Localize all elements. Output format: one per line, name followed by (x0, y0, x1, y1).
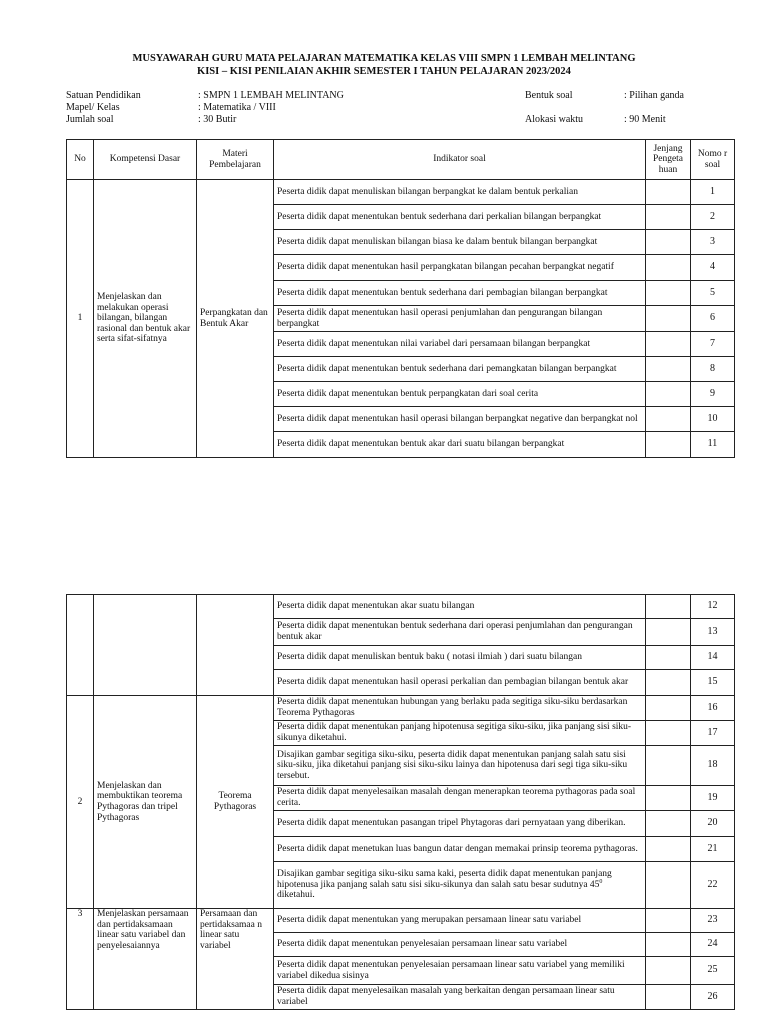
nomor-soal: 9 (691, 382, 735, 407)
indikator-text-main: Disajikan gambar segitiga siku-siku sama kaki, peserta didik dapat menentukan panjang hipotenusa jika panjang salah satu sisi siku-sikunya dan salah satu besar sudutnya 45 (277, 869, 612, 890)
jenjang-cell (646, 306, 691, 332)
indikator-text: Peserta didik dapat menentukan yang merupakan persamaan linear satu variabel (274, 909, 646, 933)
jenjang-cell (646, 619, 691, 646)
jenjang-cell (646, 230, 691, 255)
indikator-text: Peserta didik dapat menetukan luas bangun datar dengan memakai prinsip teorema pythagoras. (274, 837, 646, 862)
nomor-soal: 3 (691, 230, 735, 255)
kd-text: Menjelaskan dan membuktikan teorema Pythagoras dan tripel Pythagoras (94, 696, 197, 909)
indikator-text: Disajikan gambar segitiga siku-siku, peserta didik dapat menentukan panjang salah satu sisi siku-siku, jika diketahui panjang sisi siku-siku lainya dan hipotenusa dari segi tiga siku-siku tersebut. (274, 746, 646, 786)
col-header-indikator: Indikator soal (274, 140, 646, 180)
indikator-text: Peserta didik dapat menyelesaikan masalah yang berkaitan dengan persamaan linear satu variabel (274, 985, 646, 1010)
col-header-materi: Materi Pembelajaran (197, 140, 274, 180)
alokasi-label: Alokasi waktu (525, 114, 584, 125)
jenjang-cell (646, 746, 691, 786)
jenjang-cell (646, 985, 691, 1010)
jenjang-cell (646, 909, 691, 933)
indikator-text: Peserta didik dapat menentukan akar suatu bilangan (274, 595, 646, 619)
nomor-soal: 1 (691, 180, 735, 205)
indikator-text: Peserta didik dapat menentukan hasil operasi bilangan berpangkat negative dan berpangkat nol (274, 407, 646, 432)
indikator-text-tail: diketahui. (277, 890, 315, 901)
jenjang-cell (646, 786, 691, 811)
nomor-soal: 6 (691, 306, 735, 332)
indikator-text: Peserta didik dapat menentukan penyelesaian persamaan linear satu variabel yang memiliki variabel dikedua sisinya (274, 957, 646, 985)
nomor-soal: 8 (691, 357, 735, 382)
mapel-label: Mapel/ Kelas (66, 102, 120, 113)
nomor-soal: 12 (691, 595, 735, 619)
indikator-text: Peserta didik dapat menentukan bentuk sederhana dari pemangkatan bilangan berpangkat (274, 357, 646, 382)
materi-text-empty (197, 595, 274, 696)
col-header-jenjang: Jenjang Pengeta huan (646, 140, 691, 180)
jenjang-cell (646, 837, 691, 862)
alokasi-value: : 90 Menit (624, 114, 666, 125)
nomor-soal: 18 (691, 746, 735, 786)
indikator-text: Peserta didik dapat menentukan bentuk akar dari suatu bilangan berpangkat (274, 432, 646, 458)
jenjang-cell (646, 811, 691, 837)
nomor-soal: 15 (691, 670, 735, 696)
jenjang-cell (646, 721, 691, 746)
nomor-soal: 24 (691, 933, 735, 957)
indikator-text: Peserta didik dapat menentukan hasil operasi penjumlahan dan pengurangan bilangan berpangkat (274, 306, 646, 332)
indikator-text: Peserta didik dapat menentukan hasil operasi perkalian dan pembagian bilangan bentuk akar (274, 670, 646, 696)
col-header-kd: Kompetensi Dasar (94, 140, 197, 180)
nomor-soal: 13 (691, 619, 735, 646)
indikator-text: Peserta didik dapat menentukan bentuk perpangkatan dari soal cerita (274, 382, 646, 407)
nomor-soal: 26 (691, 985, 735, 1010)
bentuk-label: Bentuk soal (525, 90, 573, 101)
jenjang-cell (646, 205, 691, 230)
jenjang-cell (646, 957, 691, 985)
kd-number-empty (67, 595, 94, 696)
indikator-text: Peserta didik dapat menuliskan bentuk baku ( notasi ilmiah ) dari suatu bilangan (274, 646, 646, 670)
document-title: MUSYAWARAH GURU MATA PELAJARAN MATEMATIKA KELAS VIII SMPN 1 LEMBAH MELINTANG (132, 53, 636, 64)
mapel-value: : Matematika / VIII (198, 102, 276, 113)
kd-number: 3 (67, 909, 94, 1010)
table-row (67, 595, 735, 619)
nomor-soal: 4 (691, 255, 735, 281)
jenjang-cell (646, 933, 691, 957)
indikator-text: Peserta didik dapat menentukan panjang hipotenusa segitiga siku-siku, jika panjang sisi siku-sikunya diketahui. (274, 721, 646, 746)
nomor-soal: 21 (691, 837, 735, 862)
nomor-soal: 14 (691, 646, 735, 670)
nomor-soal: 25 (691, 957, 735, 985)
indikator-text: Peserta didik dapat menentukan bentuk sederhana dari perkalian bilangan berpangkat (274, 205, 646, 230)
jenjang-cell (646, 670, 691, 696)
table-row (67, 696, 735, 721)
kd-number: 1 (67, 180, 94, 458)
indikator-text: Peserta didik dapat menuliskan bilangan berpangkat ke dalam bentuk perkalian (274, 180, 646, 205)
indikator-text: Peserta didik dapat menentukan penyelesaian persamaan linear satu variabel (274, 933, 646, 957)
kd-text: Menjelaskan dan melakukan operasi bilangan, bilangan rasional dan bentuk akar serta sifat-sifatnya (94, 180, 197, 458)
materi-text: Perpangkatan dan Bentuk Akar (197, 180, 274, 458)
indikator-text: Peserta didik dapat menentukan hasil perpangkatan bilangan pecahan berpangkat negatif (274, 255, 646, 281)
indikator-text: Peserta didik dapat menyelesaikan masalah dengan menerapkan teorema pythagoras pada soal cerita. (274, 786, 646, 811)
kd-text: Menjelaskan persamaan dan pertidaksamaan linear satu variabel dan penyelesaiannya (94, 909, 197, 1010)
jenjang-cell (646, 180, 691, 205)
jenjang-cell (646, 357, 691, 382)
indikator-text: Peserta didik dapat menentukan hubungan yang berlaku pada segitiga siku-siku berdasarkan Teorema Pythagoras (274, 696, 646, 721)
bentuk-value: : Pilihan ganda (624, 90, 684, 101)
nomor-soal: 23 (691, 909, 735, 933)
document-subtitle: KISI – KISI PENILAIAN AKHIR SEMESTER I TAHUN PELAJARAN 2023/2024 (197, 66, 571, 77)
jenjang-cell (646, 332, 691, 357)
jenjang-cell (646, 382, 691, 407)
col-header-no: No (67, 140, 94, 180)
nomor-soal: 11 (691, 432, 735, 458)
materi-text: Persamaan dan pertidaksamaa n linear satu variabel (197, 909, 274, 1010)
nomor-soal: 16 (691, 696, 735, 721)
nomor-soal: 17 (691, 721, 735, 746)
kd-text-empty (94, 595, 197, 696)
jumlah-label: Jumlah soal (66, 114, 114, 125)
indikator-text: Peserta didik dapat menentukan pasangan tripel Phytagoras dari pernyataan yang diberikan. (274, 811, 646, 837)
nomor-soal: 2 (691, 205, 735, 230)
kisi-table-page-1 (66, 139, 735, 458)
materi-text: Teorema Pythagoras (197, 696, 274, 909)
jenjang-cell (646, 595, 691, 619)
satuan-value: : SMPN 1 LEMBAH MELINTANG (198, 90, 344, 101)
jenjang-cell (646, 255, 691, 281)
indikator-text (274, 862, 646, 909)
jenjang-cell (646, 862, 691, 909)
jumlah-value: : 30 Butir (198, 114, 237, 125)
nomor-soal: 20 (691, 811, 735, 837)
nomor-soal: 22 (691, 862, 735, 909)
nomor-soal: 19 (691, 786, 735, 811)
jenjang-cell (646, 696, 691, 721)
col-header-nomor: Nomo r soal (691, 140, 735, 180)
jenjang-cell (646, 281, 691, 306)
table-row (67, 180, 735, 205)
kisi-table-page-2 (66, 594, 735, 1010)
indikator-text: Peserta didik dapat menentukan bentuk sederhana dari pembagian bilangan berpangkat (274, 281, 646, 306)
jenjang-cell (646, 646, 691, 670)
table-row (67, 909, 735, 933)
nomor-soal: 10 (691, 407, 735, 432)
nomor-soal: 7 (691, 332, 735, 357)
indikator-text: Peserta didik dapat menentukan nilai variabel dari persamaan bilangan berpangkat (274, 332, 646, 357)
degree-superscript: 0 (599, 878, 603, 885)
satuan-label: Satuan Pendidikan (66, 90, 141, 101)
kd-number: 2 (67, 696, 94, 909)
table-header-row (67, 140, 735, 180)
nomor-soal: 5 (691, 281, 735, 306)
indikator-text: Peserta didik dapat menuliskan bilangan biasa ke dalam bentuk bilangan berpangkat (274, 230, 646, 255)
jenjang-cell (646, 432, 691, 458)
indikator-text: Peserta didik dapat menentukan bentuk sederhana dari operasi penjumlahan dan pengurangan bentuk akar (274, 619, 646, 646)
jenjang-cell (646, 407, 691, 432)
